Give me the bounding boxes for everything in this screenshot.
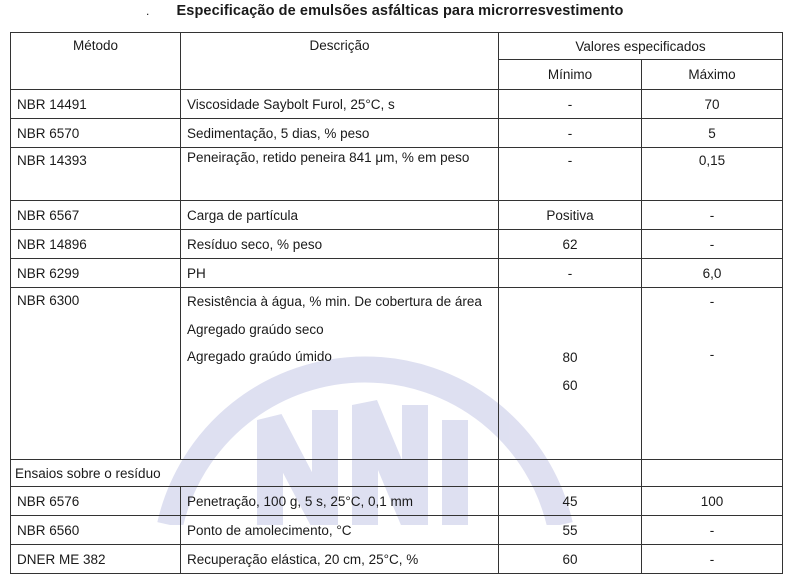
section-empty-maximo	[642, 460, 783, 487]
cell-minimo: -	[499, 119, 642, 148]
cell-minimo	[499, 288, 642, 460]
cell-minimo: 55	[499, 516, 642, 545]
cell-maximo: -	[642, 545, 783, 574]
table-row-agua	[11, 288, 783, 460]
spec-table	[10, 32, 783, 574]
agua-maximo-sub: -	[709, 347, 715, 362]
cell-maximo: 0,15	[642, 148, 783, 201]
col-header-minimo: Mínimo	[499, 60, 642, 90]
cell-maximo	[642, 288, 783, 460]
cell-maximo: -	[642, 516, 783, 545]
cell-maximo: 100	[642, 487, 783, 516]
cell-metodo: NBR 6300	[11, 288, 181, 460]
table-row	[11, 487, 783, 516]
cell-descricao: Resíduo seco, % peso	[181, 230, 499, 259]
cell-descricao: Recuperação elástica, 20 cm, 25°C, %	[181, 545, 499, 574]
cell-maximo: -	[642, 230, 783, 259]
table-row	[11, 201, 783, 230]
col-header-metodo: Método	[11, 33, 181, 90]
cell-metodo: NBR 6570	[11, 119, 181, 148]
cell-minimo: 60	[499, 545, 642, 574]
cell-metodo: NBR 14491	[11, 90, 181, 119]
cell-descricao: Viscosidade Saybolt Furol, 25°C, s	[181, 90, 499, 119]
table-row	[11, 516, 783, 545]
cell-maximo: 70	[642, 90, 783, 119]
section-empty-minimo	[499, 460, 642, 487]
cell-descricao: Ponto de amolecimento, °C	[181, 516, 499, 545]
agua-sub1: Agregado graúdo seco	[187, 322, 324, 337]
cell-descricao: Carga de partícula	[181, 201, 499, 230]
cell-metodo: NBR 6560	[11, 516, 181, 545]
cell-metodo: DNER ME 382	[11, 545, 181, 574]
cell-minimo: Positiva	[499, 201, 642, 230]
cell-descricao: PH	[181, 259, 499, 288]
agua-descricao: Resistência à água, % min. De cobertura de área	[187, 294, 482, 309]
cell-minimo: -	[499, 259, 642, 288]
section-label: Ensaios sobre o resíduo	[11, 460, 499, 487]
cell-metodo: NBR 6567	[11, 201, 181, 230]
cell-descricao: Penetração, 100 g, 5 s, 25°C, 0,1 mm	[181, 487, 499, 516]
cell-metodo: NBR 6299	[11, 259, 181, 288]
header-dot: .	[146, 4, 150, 18]
page-title: Especificação de emulsões asfálticas para microrresvestimento	[176, 3, 624, 19]
cell-metodo: NBR 6576	[11, 487, 181, 516]
col-header-descricao: Descrição	[181, 33, 499, 90]
cell-metodo: NBR 14896	[11, 230, 181, 259]
cell-minimo: 62	[499, 230, 642, 259]
cell-metodo: NBR 14393	[11, 148, 181, 201]
cell-descricao	[181, 288, 499, 460]
agua-minimo-sub1: 80	[562, 350, 578, 365]
agua-maximo-top: -	[709, 294, 715, 309]
cell-maximo: 6,0	[642, 259, 783, 288]
col-header-valores: Valores especificados	[499, 33, 783, 60]
agua-minimo-sub2: 60	[562, 378, 578, 393]
cell-descricao: Sedimentação, 5 dias, % peso	[181, 119, 499, 148]
table-row	[11, 90, 783, 119]
table-row	[11, 148, 783, 201]
table-row	[11, 230, 783, 259]
table-row	[11, 545, 783, 574]
cell-descricao: Peneiração, retido peneira 841 μm, % em peso	[181, 148, 499, 201]
table-row	[11, 259, 783, 288]
header-row	[11, 33, 783, 60]
col-header-maximo: Máximo	[642, 60, 783, 90]
cell-minimo: -	[499, 148, 642, 201]
cell-minimo: -	[499, 90, 642, 119]
agua-sub2: Agregado graúdo úmido	[187, 349, 332, 364]
cell-maximo: 5	[642, 119, 783, 148]
section-row	[11, 460, 783, 487]
cell-maximo: -	[642, 201, 783, 230]
table-row	[11, 119, 783, 148]
cell-minimo: 45	[499, 487, 642, 516]
